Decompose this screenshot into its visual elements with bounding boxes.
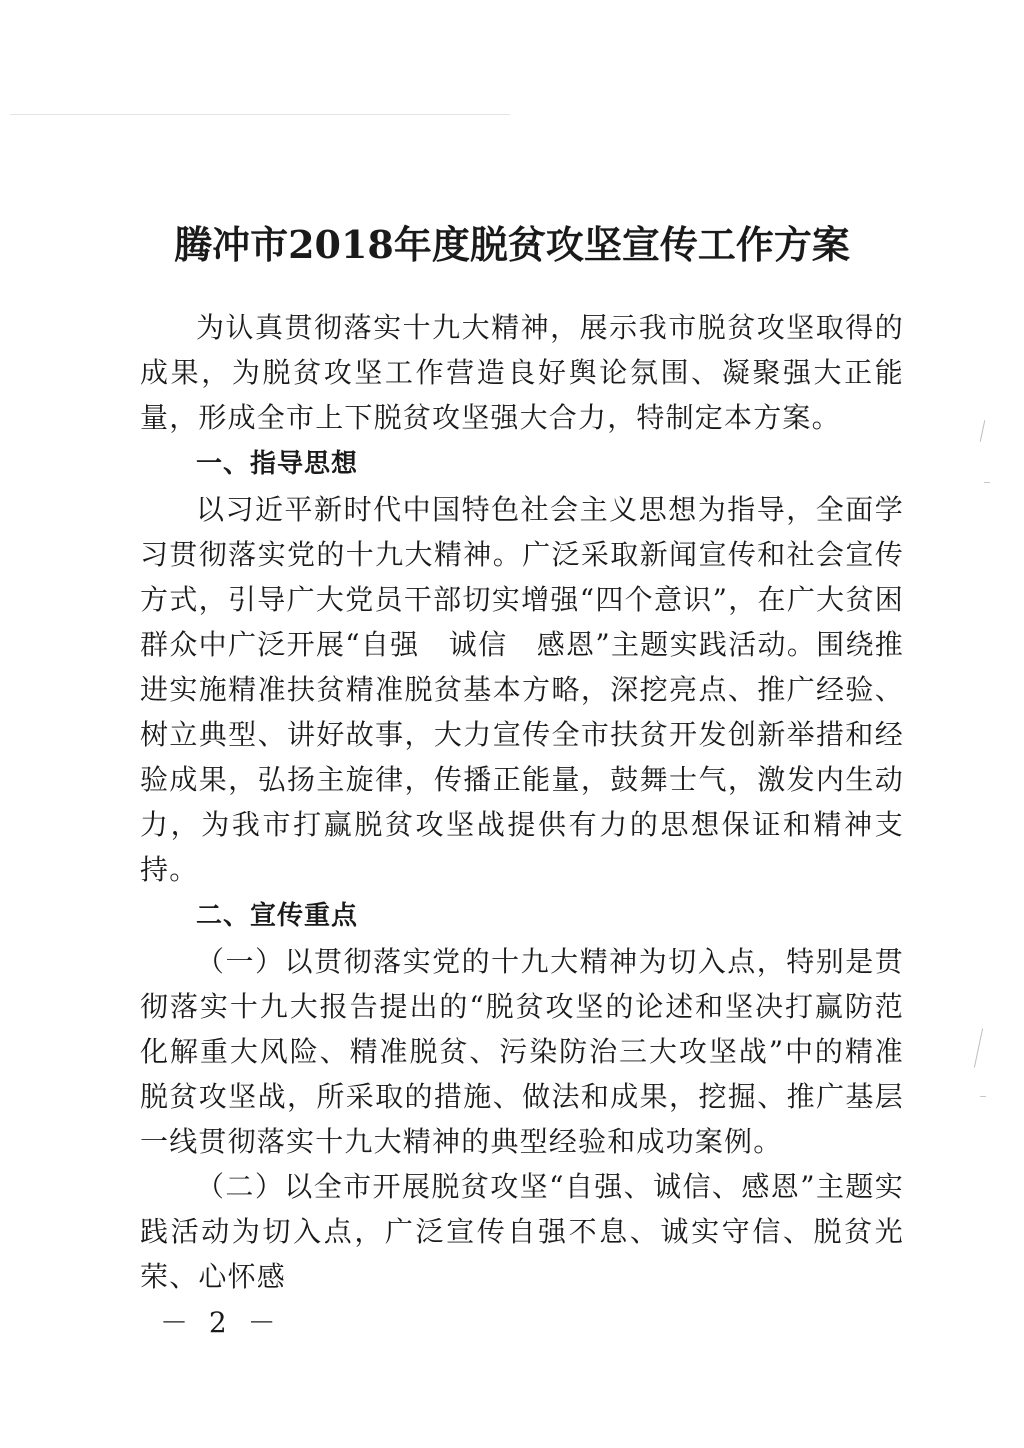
document-body [140,305,904,1299]
scan-margin-mark [974,1028,983,1067]
scan-top-rule [10,114,510,115]
guiding-thought-paragraph: 以习近平新时代中国特色社会主义思想为指导，全面学习贯彻落实党的十九大精神。广泛采取新闻宣传和社会宣传方式，引导广大党员干部切实增强“四个意识”，在广大贫困群众中广泛开展“自强 诚信 感恩”主题实践活动。围绕推进实施精准扶贫精准脱贫基本方略，深挖亮点、推广经验、树立典型、讲好故事，大力宣传全市扶贫开发创新举措和经验成果，弘扬主旋律，传播正能量，鼓舞士气，激发内生动力，为我市打赢脱贫攻坚战提供有力的思想保证和精神支持。 [140,493,904,886]
section-heading-publicity-focus: 二、宣传重点 [196,901,359,931]
publicity-focus-item-2: （二）以全市开展脱贫攻坚“自强、诚信、感恩”主题实践活动为切入点，广泛宣传自强不息、诚实守信、脱贫光荣、心怀感 [140,1170,904,1293]
document-title: 腾冲市2018年度脱贫攻坚宣传工作方案 [174,222,850,268]
intro-paragraph: 为认真贯彻落实十九大精神，展示我市脱贫攻坚取得的成果，为脱贫攻坚工作营造良好舆论氛围、凝聚强大正能量，形成全市上下脱贫攻坚强大合力，特制定本方案。 [140,311,904,434]
scan-margin-mark [980,420,986,442]
scan-dot-mark [984,482,990,483]
scan-dot-mark [980,1096,986,1097]
publicity-focus-item-1: （一）以贯彻落实党的十九大精神为切入点，特别是贯彻落实十九大报告提出的“脱贫攻坚的论述和坚决打赢防范化解重大风险、精准脱贫、污染防治三大攻坚战”中的精准脱贫攻坚战，所采取的措施、做法和成果，挖掘、推广基层一线贯彻落实十九大精神的典型经验和成功案例。 [140,945,904,1158]
page-number: － 2 － [160,1306,282,1339]
section-heading-guiding-thought: 一、指导思想 [196,449,359,479]
